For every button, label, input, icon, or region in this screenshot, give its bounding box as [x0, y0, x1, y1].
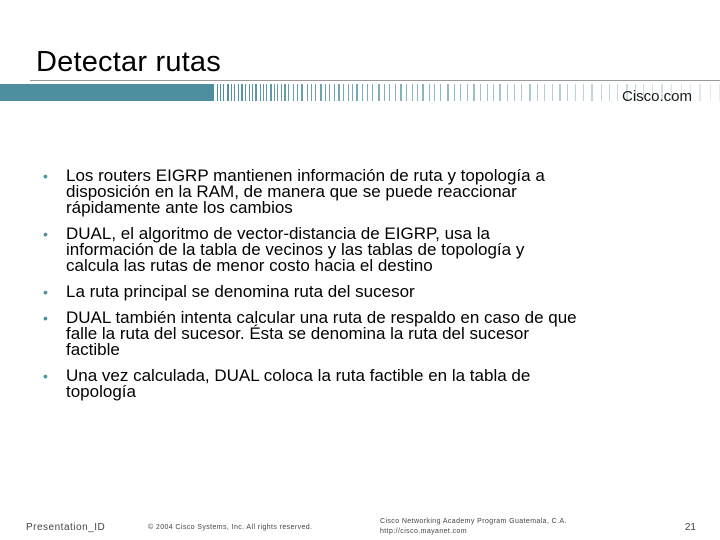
band-stripe: [575, 84, 576, 101]
band-stripe: [609, 84, 610, 101]
band-stripe: [537, 84, 538, 101]
band-stripe: [487, 84, 488, 101]
band-stripe: [343, 84, 344, 101]
bullet-dot-icon: •: [43, 310, 48, 326]
band-stripe: [311, 84, 312, 101]
header-band: [0, 84, 720, 101]
bullet-line: falle la ruta del sucesor. Ésta se denomina la ruta del sucesor: [66, 324, 530, 343]
band-stripe: [367, 84, 368, 101]
band-stripe: [460, 84, 461, 101]
band-stripe: [544, 84, 545, 101]
band-stripe: [434, 84, 435, 101]
band-stripe: [583, 84, 584, 101]
page-number: 21: [684, 522, 696, 533]
band-stripe: [212, 84, 214, 101]
bullet-line: información de la tabla de vecinos y las tablas de topología y: [66, 240, 525, 259]
band-stripe: [406, 84, 407, 101]
band-stripe: [591, 84, 593, 101]
band-stripe: [293, 84, 294, 101]
band-stripe: [315, 84, 316, 101]
band-stripe: [352, 84, 353, 101]
bullet-line: Los routers EIGRP mantienen información de ruta y topología a: [66, 166, 545, 185]
band-stripe: [552, 84, 553, 101]
band-stripe: [274, 84, 275, 101]
band-stripe: [601, 84, 602, 101]
band-stripe: [362, 84, 363, 101]
band-stripe: [493, 84, 494, 101]
band-stripe: [238, 84, 239, 101]
band-stripe: [567, 84, 568, 101]
academy-info: [380, 517, 567, 537]
band-stripe: [270, 84, 272, 101]
bullet-dot-icon: •: [43, 226, 48, 242]
band-stripe: [454, 84, 455, 101]
band-stripe: [252, 84, 253, 101]
copyright-notice: © 2004 Cisco Systems, Inc. All rights reserved.: [148, 524, 313, 531]
band-stripe: [263, 84, 264, 101]
band-stripe: [234, 84, 235, 101]
band-stripe: [329, 84, 330, 101]
title-divider: [30, 80, 720, 81]
band-stripe: [559, 84, 561, 101]
band-stripe: [499, 84, 501, 101]
band-stripe: [288, 84, 289, 101]
bullet-line: Una vez calculada, DUAL coloca la ruta factible en la tabla de: [66, 366, 531, 385]
band-stripe: [710, 84, 711, 101]
band-stripe: [372, 84, 373, 101]
band-stripe: [325, 84, 326, 101]
band-stripe: [297, 84, 298, 101]
presentation-id: Presentation_ID: [26, 522, 106, 533]
band-stripe: [514, 84, 515, 101]
bullet-line: rápidamente ante los cambios: [66, 198, 293, 217]
bullet-item: [30, 168, 690, 216]
academy-url: http://cisco.mayanet.com: [380, 528, 468, 535]
band-stripe: [217, 84, 218, 101]
band-stripe: [307, 84, 308, 101]
band-stripe: [617, 84, 618, 101]
band-stripe: [529, 84, 531, 101]
bullet-item: [30, 310, 690, 358]
bullet-line: DUAL, el algoritmo de vector-distancia de EIGRP, usa la: [66, 224, 490, 243]
bullet-list: [30, 168, 690, 410]
band-stripe: [507, 84, 508, 101]
slide-title: Detectar rutas: [36, 46, 221, 78]
bullet-line: topología: [66, 382, 136, 401]
band-stripe: [266, 84, 267, 101]
header-band-solid: [0, 84, 212, 101]
band-stripe: [480, 84, 481, 101]
band-stripe: [356, 84, 358, 101]
bullet-line: DUAL también intenta calcular una ruta de respaldo en caso de que: [66, 308, 577, 327]
bullet-item: [30, 368, 690, 400]
bullet-line: factible: [66, 340, 120, 359]
band-stripe: [277, 84, 278, 101]
bullet-dot-icon: •: [43, 168, 48, 184]
band-stripe: [227, 84, 229, 101]
band-stripe: [400, 84, 402, 101]
band-stripe: [395, 84, 396, 101]
band-stripe: [255, 84, 257, 101]
bullet-item: [30, 284, 690, 300]
bullet-line: calcula las rutas de menor costo hacia el destino: [66, 256, 433, 275]
band-stripe: [281, 84, 282, 101]
band-stripe: [223, 84, 224, 101]
band-stripe: [241, 84, 243, 101]
band-stripe: [249, 84, 250, 101]
band-stripe: [231, 84, 232, 101]
band-stripe: [378, 84, 380, 101]
band-stripe: [440, 84, 441, 101]
cisco-logo: Cisco.com: [621, 88, 692, 105]
band-stripe: [389, 84, 390, 101]
band-stripe: [699, 84, 701, 101]
band-stripe: [320, 84, 322, 101]
band-stripe: [473, 84, 475, 101]
band-stripe: [447, 84, 449, 101]
band-stripe: [334, 84, 335, 101]
band-stripe: [422, 84, 424, 101]
academy-name: Cisco Networking Academy Program Guatemala, C.A.: [380, 518, 567, 525]
bullet-line: disposición en la RAM, de manera que se puede reaccionar: [66, 182, 517, 201]
band-stripe: [417, 84, 418, 101]
bullet-item: [30, 226, 690, 274]
band-stripe: [301, 84, 303, 101]
band-stripe: [429, 84, 430, 101]
band-stripe: [260, 84, 261, 101]
slide-footer: [0, 510, 720, 540]
band-stripe: [384, 84, 385, 101]
band-stripe: [338, 84, 340, 101]
band-stripe: [284, 84, 286, 101]
band-stripe: [412, 84, 413, 101]
band-stripe: [220, 84, 221, 101]
band-stripe: [245, 84, 246, 101]
bullet-line: La ruta principal se denomina ruta del sucesor: [66, 282, 415, 301]
band-stripe: [348, 84, 349, 101]
band-stripe: [521, 84, 522, 101]
bullet-dot-icon: •: [43, 368, 48, 384]
band-stripe: [467, 84, 468, 101]
bullet-dot-icon: •: [43, 284, 48, 300]
